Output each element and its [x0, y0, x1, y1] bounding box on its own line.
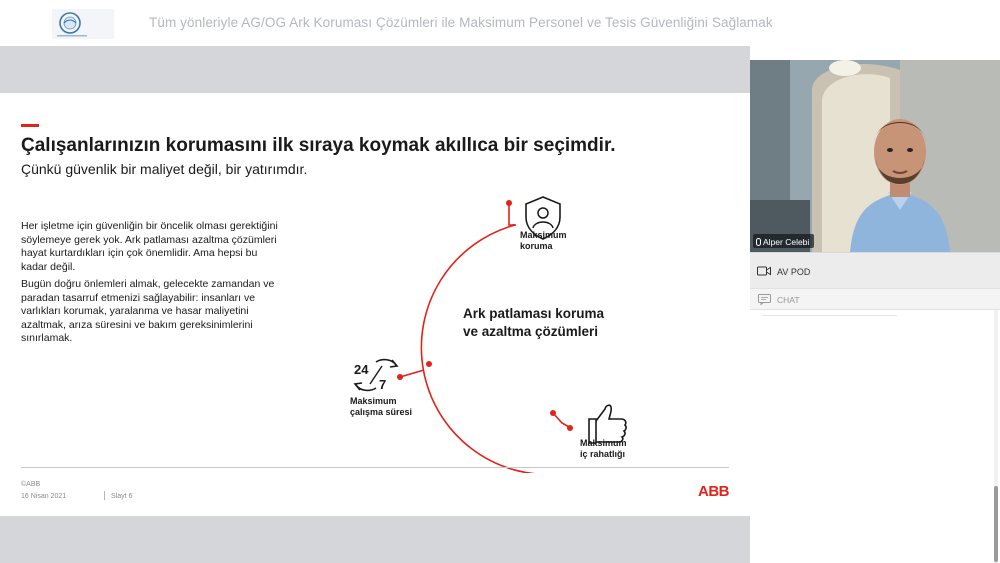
chat-divider: [762, 315, 897, 316]
chat-icon: [758, 294, 771, 305]
video-camera-icon: [757, 266, 771, 276]
slide-title: Çalışanlarınızın korumasını ilk sıraya koymak akıllıca bir seçimdir.: [21, 135, 616, 156]
footer-date: 16 Nisan 2021: [21, 493, 67, 500]
slide-footer-divider: [21, 467, 729, 468]
rahat-line-2: iç rahatlığı: [580, 449, 626, 459]
label-maksimum-koruma: [520, 230, 567, 252]
webinar-title: Tüm yönleriyle AG/OG Ark Koruması Çözümleri ile Maksimum Personel ve Tesis Güvenliğini Sağlamak: [149, 15, 773, 30]
slide-paragraph-2: Bugün doğru önlemleri almak, gelecekte zamandan ve paradan tasarruf etmenizi sağlayabilir: insanları ve varlıkları korumak, yaralanma ve hasar maliyetini azaltmak, arıza süresini ve bakım gereksinimlerini sınırlamak.: [21, 278, 275, 344]
connector-top-dot: [506, 200, 512, 206]
clock-24-label: 24: [354, 362, 369, 377]
rahat-line-1: Maksimum: [580, 438, 627, 448]
slide-subtitle: Çünkü güvenlik bir maliyet değil, bir yatırımdır.: [21, 161, 308, 177]
slide: [0, 93, 750, 516]
connector-bottom-dot: [567, 425, 573, 431]
av-pod-label: AV POD: [777, 267, 811, 277]
presenter-video-frame: [750, 60, 1000, 252]
slide-bottom-band: [0, 516, 750, 563]
participant-name-tag: [753, 234, 814, 248]
footer-slide-number: Slayt 6: [111, 493, 133, 500]
participant-name: Alper Celebi: [763, 236, 810, 247]
diagram-arc: [421, 225, 560, 473]
label-maksimum-calisma-suresi: [350, 396, 412, 418]
connector-left-dot: [397, 374, 403, 380]
koruma-line-1: Maksimum: [520, 230, 567, 240]
sure-line-2: çalışma süresi: [350, 407, 413, 417]
diagram-center-text: [463, 305, 633, 341]
abb-logo: ABB: [698, 483, 729, 500]
presenter-video[interactable]: [750, 60, 1000, 252]
microphone-icon: [756, 238, 761, 246]
footer-separator: [104, 491, 105, 500]
clock-7-label: 7: [379, 377, 387, 392]
header-bar: [0, 0, 1000, 46]
footer-copyright: ©ABB: [21, 481, 41, 488]
slide-top-band: [0, 46, 750, 93]
center-line-1: Ark patlaması koruma: [463, 306, 605, 321]
chat-messages-area[interactable]: [750, 310, 1000, 563]
title-accent-dash: [21, 124, 39, 127]
presentation-area: [0, 46, 750, 563]
connector-left: [400, 370, 424, 377]
center-line-2: ve azaltma çözümleri: [463, 324, 599, 339]
connector-bottom: [553, 413, 569, 427]
arc-middle-dot: [426, 361, 432, 367]
chat-header[interactable]: [750, 288, 1000, 310]
koruma-line-2: koruma: [520, 241, 553, 251]
chat-scrollbar-thumb[interactable]: [994, 486, 998, 562]
connector-top: [509, 203, 516, 225]
organization-logo: [52, 9, 114, 39]
chat-label: CHAT: [777, 295, 800, 305]
right-panel: [750, 46, 1000, 563]
av-pod-header[interactable]: [750, 252, 1000, 288]
sure-line-1: Maksimum: [350, 396, 397, 406]
clock-24-7-icon: [354, 360, 397, 392]
label-maksimum-ic-rahatligi: [580, 438, 627, 460]
slide-paragraph-1: Her işletme için güvenliğin bir öncelik olması gerektiğini söylemeye gerek yok. Ark patlaması azaltma çözümleri hayat kurtardıkları için çok önemlidir. Ama hepsi bu kadar değil.: [21, 220, 278, 273]
